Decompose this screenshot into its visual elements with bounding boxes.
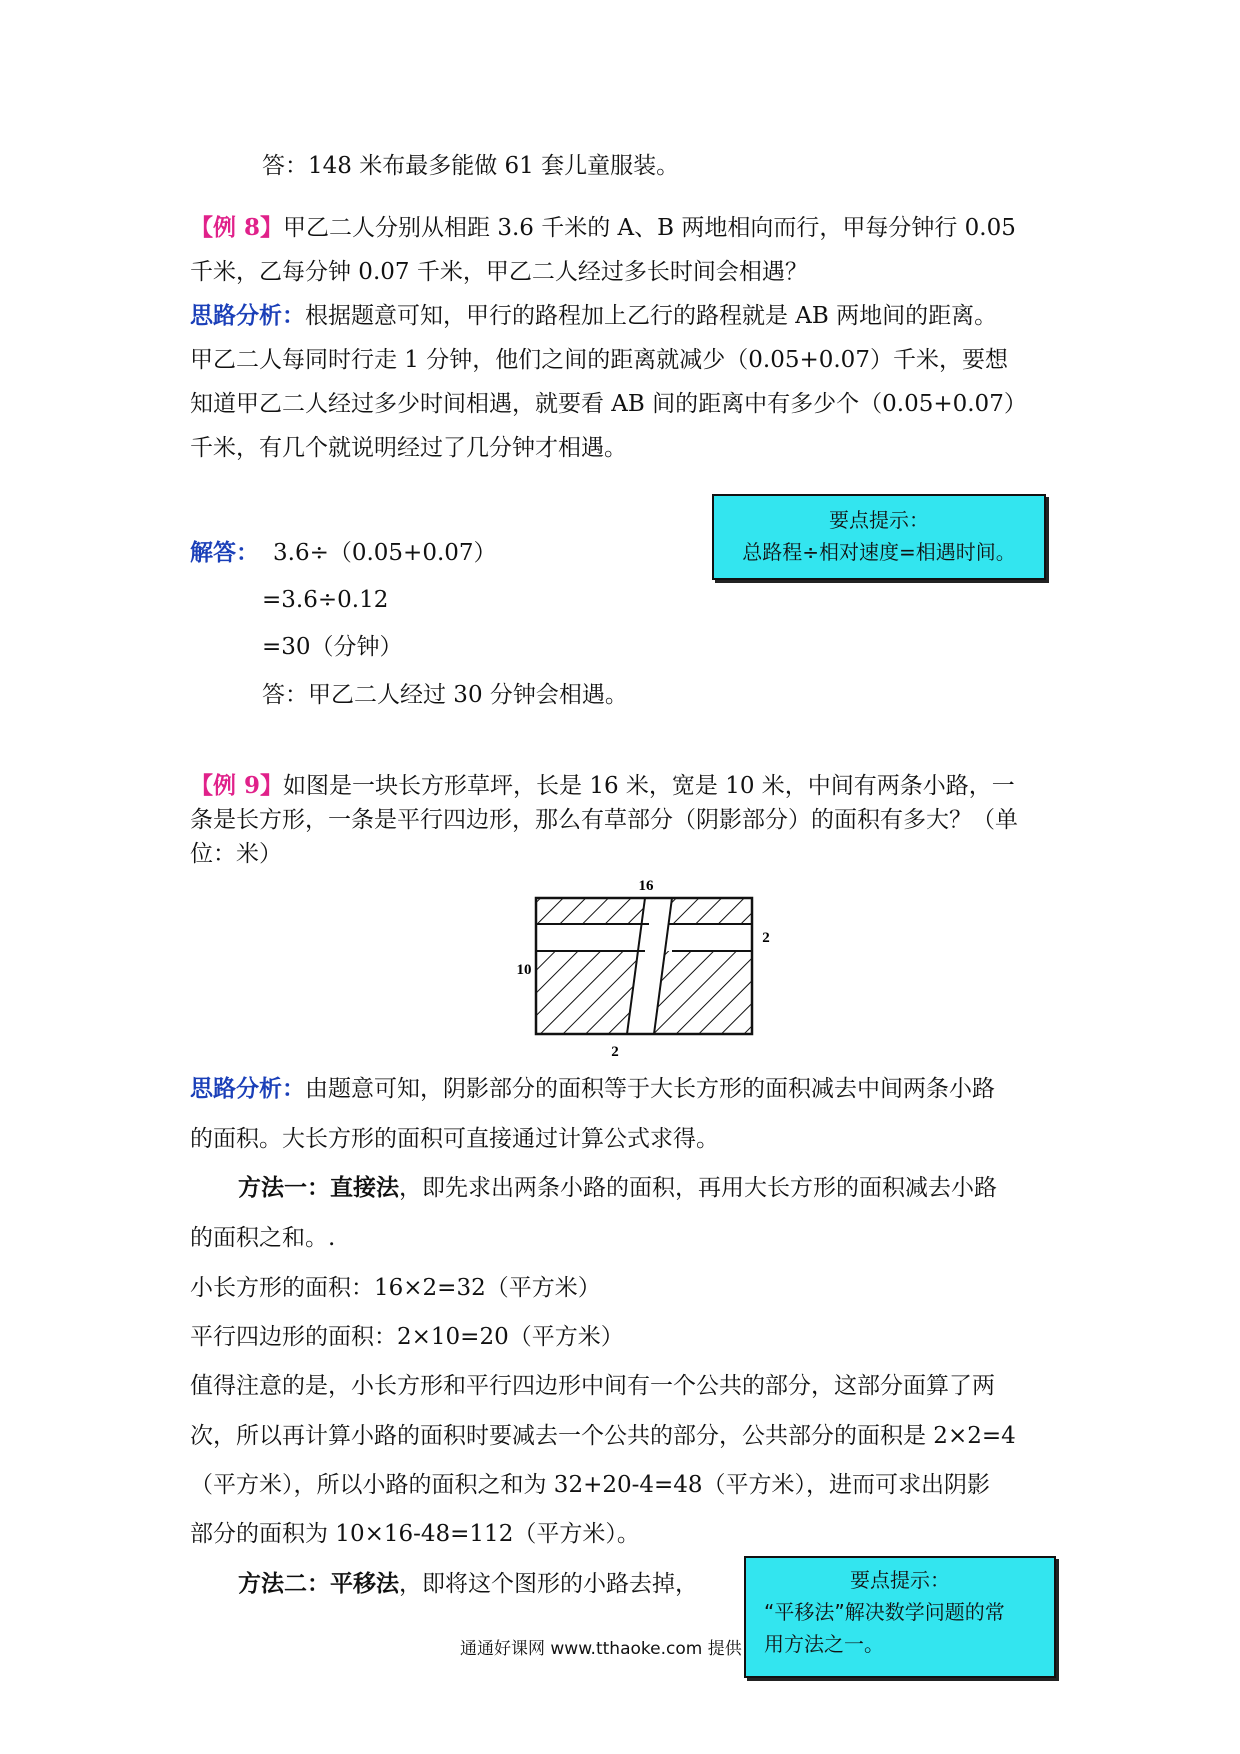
example-8-question-line-1 [190, 212, 1016, 244]
method-1-parallelogram-area: 平行四边形的面积：2×10=20（平方米） [190, 1324, 624, 1350]
example-9-question-text-1: 如图是一块长方形草坪，长是 16 米，宽是 10 米，中间有两条小路，一 [283, 773, 1015, 799]
method-2-text: ，即将这个图形的小路去掉， [399, 1571, 698, 1597]
example-8-solution-text-1: 3.6÷（0.05+0.07） [273, 540, 497, 566]
example-9-analysis-label: 思路分析： [190, 1076, 305, 1102]
example-8-analysis-line-2: 甲乙二人每同时行走 1 分钟，他们之间的距离就减少（0.05+0.07）千米，要想 [190, 347, 1008, 373]
example-9-analysis-text-1: 由题意可知，阴影部分的面积等于大长方形的面积减去中间两条小路 [305, 1076, 995, 1102]
method-1-line-1 [238, 1172, 997, 1204]
example-8-analysis-line-4: 千米，有几个就说明经过了几分钟才相遇。 [190, 435, 627, 461]
lawn-figure [500, 870, 790, 1065]
method-1-note-line-1: 值得注意的是，小长方形和平行四边形中间有一个公共的部分，这部分面算了两 [190, 1373, 995, 1399]
example-8-solution-line-1 [190, 537, 497, 569]
example-8-analysis-text-1: 根据题意可知，甲行的路程加上乙行的路程就是 AB 两地间的距离。 [305, 303, 998, 329]
example-8-solution-line-3: =30（分钟） [262, 634, 403, 660]
example-9-analysis-line-1 [190, 1073, 995, 1105]
tip-box-2-title: 要点提示： [850, 1568, 950, 1592]
figure-left-label: 10 [516, 962, 532, 978]
footer-source: 通通好课网 www.tthaoke.com 提供 [460, 1639, 742, 1659]
example-8-answer-line: 答：甲乙二人经过 30 分钟会相遇。 [262, 682, 628, 708]
figure-right-label: 2 [762, 930, 770, 946]
example-9-question-line-3: 位：米） [190, 841, 282, 867]
example-9-tag: 【例 9】 [190, 772, 284, 799]
example-9-analysis-line-2: 的面积。大长方形的面积可直接通过计算公式求得。 [190, 1126, 719, 1152]
tip-box-2-body-2: 用方法之一。 [764, 1632, 884, 1656]
example-8-analysis-line-3: 知道甲乙二人经过多少时间相遇，就要看 AB 间的距离中有多少个（0.05+0.07） [190, 391, 1027, 417]
figure-bottom-label: 2 [611, 1044, 619, 1060]
answer-line-148: 答：148 米布最多能做 61 套儿童服装。 [262, 153, 680, 179]
method-1-text-1: ，即先求出两条小路的面积，再用大长方形的面积减去小路 [399, 1175, 997, 1201]
method-1-small-rect-area: 小长方形的面积：16×2=32（平方米） [190, 1275, 601, 1301]
figure-top-label: 16 [638, 878, 654, 894]
example-8-analysis-label: 思路分析： [190, 303, 305, 329]
example-8-question-line-2: 千米，乙每分钟 0.07 千米，甲乙二人经过多长时间会相遇？ [190, 259, 808, 285]
tip-box-2-body-1: “平移法”解决数学问题的常 [764, 1600, 1005, 1624]
method-2-line-1 [238, 1568, 698, 1600]
example-8-question-text-1: 甲乙二人分别从相距 3.6 千米的 A、B 两地相向而行，甲每分钟行 0.05 [283, 215, 1016, 241]
tip-box-relative-speed [712, 494, 1046, 580]
example-8-tag: 【例 8】 [190, 214, 284, 241]
example-8-solution-line-2: =3.6÷0.12 [262, 587, 389, 613]
method-1-note-line-2: 次，所以再计算小路的面积时要减去一个公共的部分，公共部分的面积是 2×2=4 [190, 1423, 1016, 1449]
method-1-label: 方法一：直接法 [238, 1174, 399, 1201]
example-9-question-line-2: 条是长方形，一条是平行四边形，那么有草部分（阴影部分）的面积有多大？（单 [190, 807, 1018, 833]
method-1-note-line-3: （平方米），所以小路的面积之和为 32+20-4=48（平方米），进而可求出阴影 [190, 1472, 991, 1498]
example-8-solution-label: 解答： [190, 540, 259, 566]
method-2-label: 方法二：平移法 [238, 1570, 399, 1597]
method-1-line-2: 的面积之和。. [190, 1225, 336, 1251]
tip-box-translation-method [744, 1556, 1056, 1678]
example-8-analysis-line-1 [190, 300, 997, 332]
method-1-note-line-4: 部分的面积为 10×16-48=112（平方米）。 [190, 1521, 640, 1547]
tip-box-1-body: 总路程÷相对速度=相遇时间。 [742, 540, 1016, 564]
example-9-question-line-1 [190, 770, 1015, 802]
tip-box-1-title: 要点提示： [829, 508, 929, 532]
